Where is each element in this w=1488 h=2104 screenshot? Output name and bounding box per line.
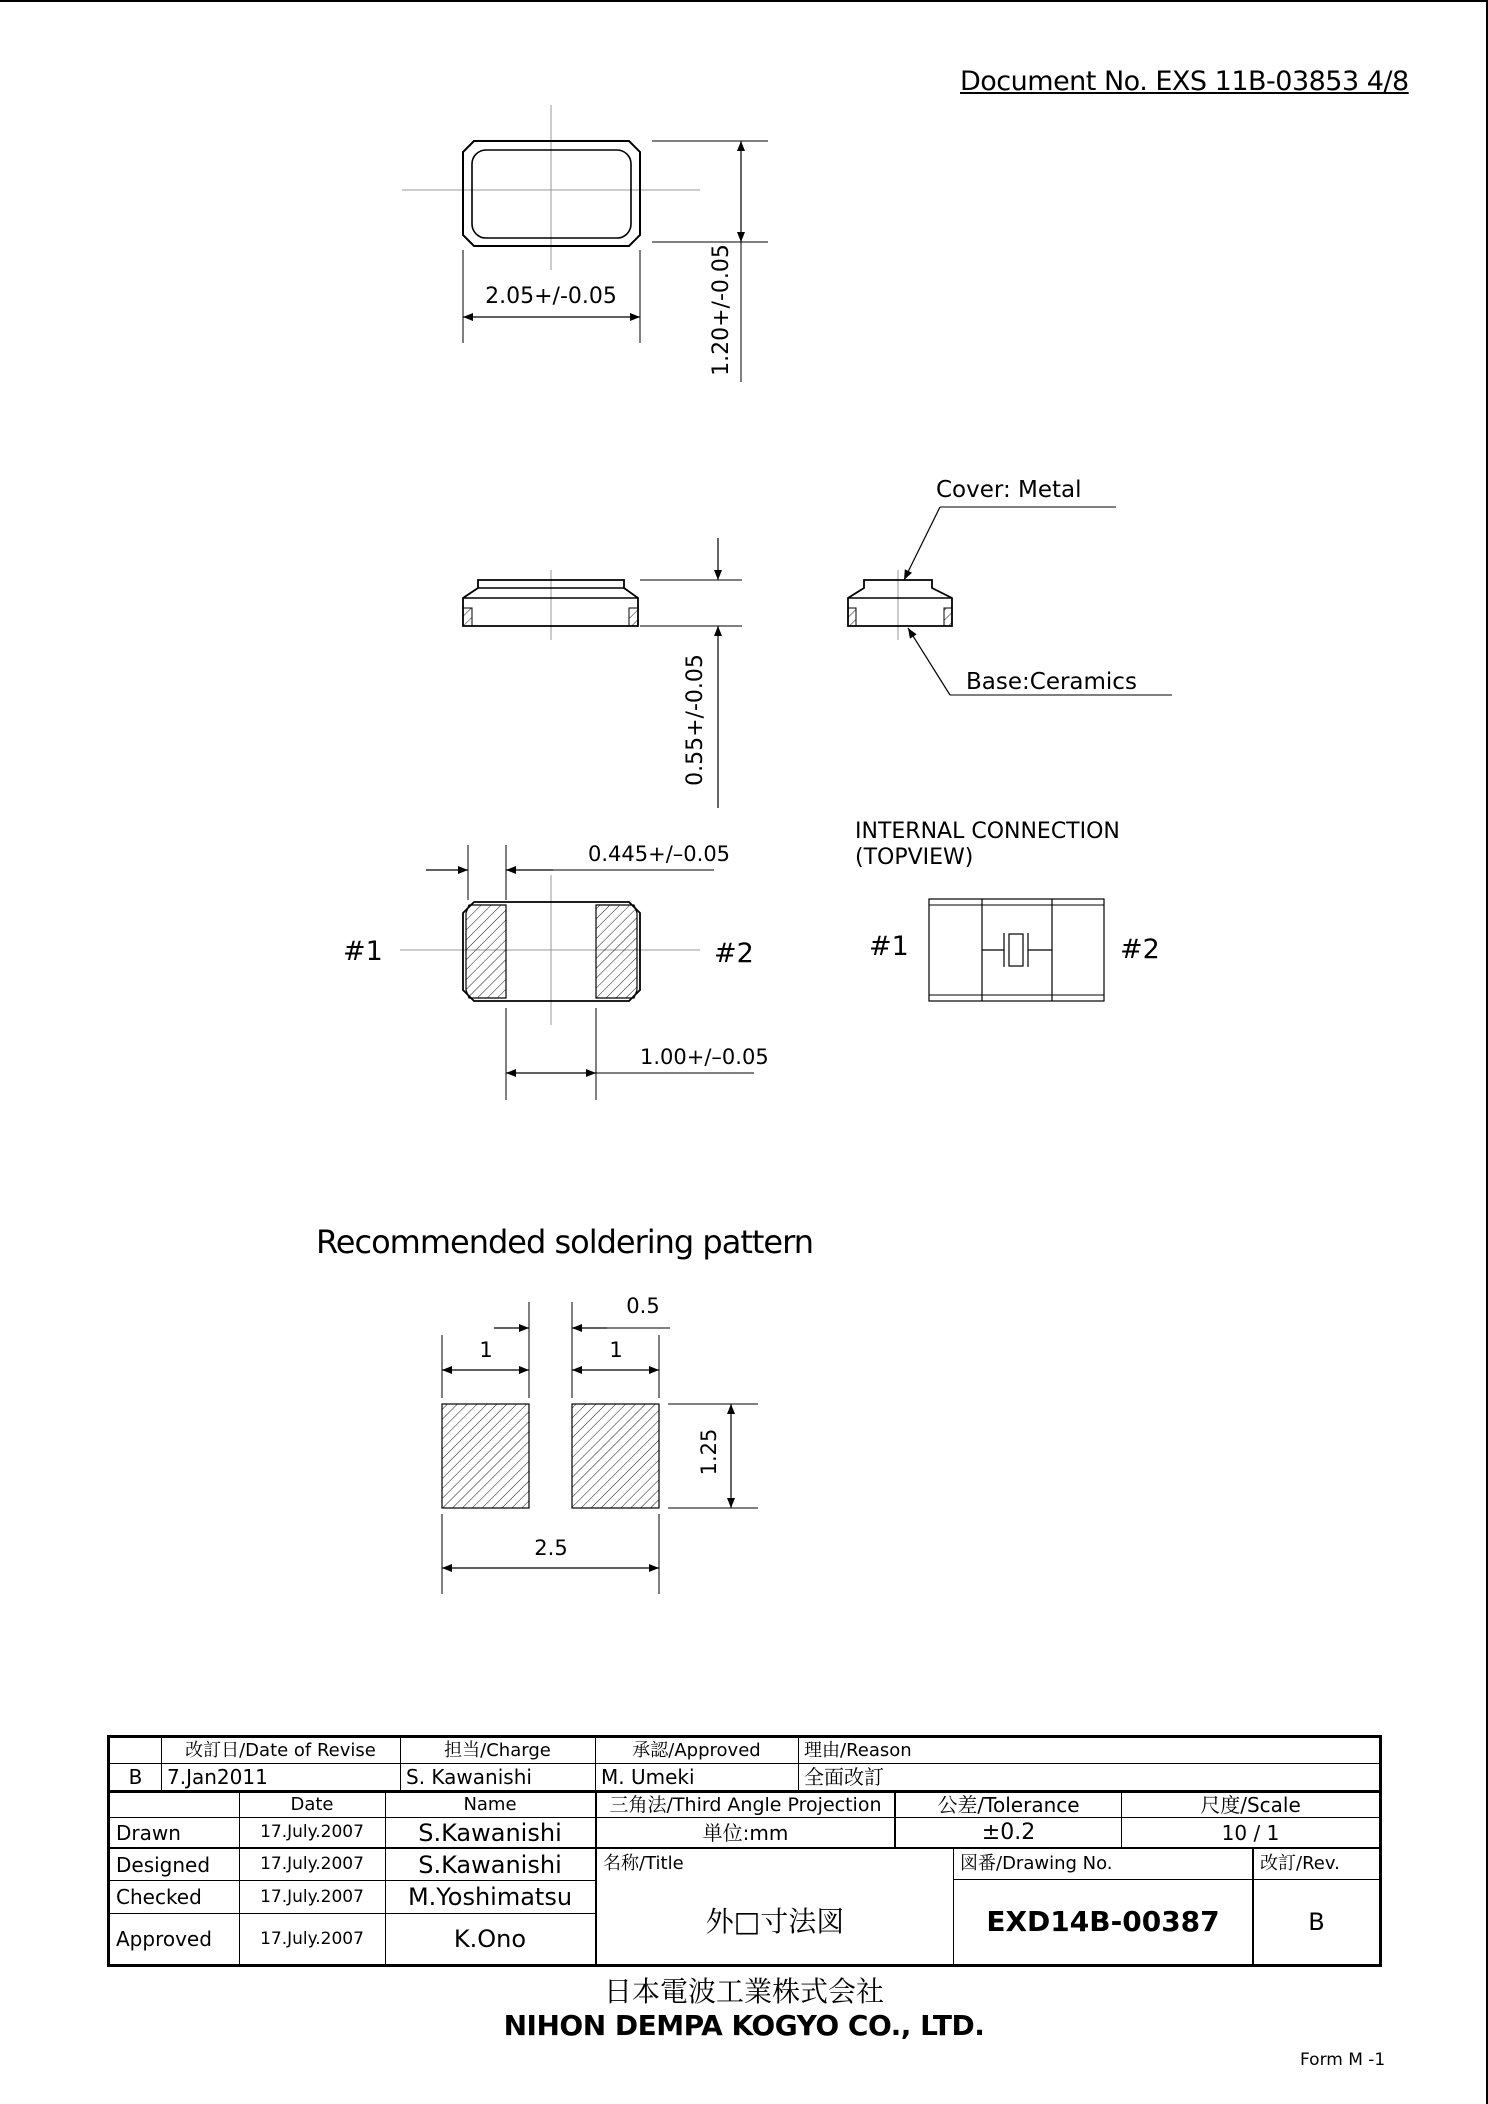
- pin1-label: #1: [343, 936, 383, 967]
- title-header: 名称/Title: [603, 1853, 684, 1874]
- form-number: Form M -1: [1300, 2050, 1386, 2070]
- soldering-gap-label: 0.5: [626, 1294, 660, 1318]
- designed-name: S.Kawanishi: [418, 1850, 562, 1879]
- pin2-label: #2: [714, 938, 754, 969]
- document-number: Document No. EXS 11B-03853 4/8: [960, 66, 1409, 97]
- date-header: Date: [290, 1794, 334, 1815]
- designed-date: 17.July.2007: [260, 1854, 364, 1874]
- reason-header: 理由/Reason: [804, 1739, 912, 1761]
- internal-pin2-label: #2: [1120, 934, 1160, 965]
- company-name-jp: 日本電波工業株式会社: [603, 1975, 884, 2008]
- internal-pin1-label: #1: [869, 931, 909, 962]
- internal-connection-title: INTERNAL CONNECTION: [855, 819, 1120, 844]
- checked-date: 17.July.2007: [260, 1886, 364, 1907]
- projection-label: 三角法/Third Angle Projection: [609, 1793, 882, 1816]
- tolerance-value: ±0.2: [981, 1819, 1036, 1845]
- drawing-no-header: 図番/Drawing No.: [960, 1853, 1113, 1874]
- pad-gap-label: 1.00+/–0.05: [640, 1045, 769, 1069]
- revision-letter: B: [128, 1765, 143, 1789]
- drawing-number: EXD14B-00387: [986, 1905, 1220, 1938]
- internal-connection-symbol: [929, 899, 1104, 1001]
- name-header: Name: [463, 1794, 517, 1815]
- base-label: Base:Ceramics: [966, 669, 1137, 695]
- pad-width-label: 0.445+/–0.05: [588, 842, 731, 866]
- soldering-pad-right-label: 1: [609, 1338, 623, 1362]
- rev-value: B: [1308, 1908, 1325, 1936]
- drawn-name: S.Kawanishi: [418, 1818, 562, 1847]
- dim-height-label: 0.55+/-0.05: [683, 654, 708, 786]
- drawn-date: 17.July.2007: [260, 1822, 364, 1842]
- tolerance-header: 公差/Tolerance: [937, 1793, 1080, 1817]
- drawn-role: Drawn: [116, 1820, 181, 1845]
- soldering-height-label: 1.25: [697, 1428, 721, 1476]
- checked-name: M.Yoshimatsu: [407, 1883, 573, 1911]
- soldering-total-width-label: 2.5: [534, 1536, 568, 1560]
- unit-value: 単位:mm: [702, 1820, 789, 1845]
- drawing-title: 外□寸法図: [705, 1904, 845, 1938]
- approved-role: Approved: [116, 1927, 212, 1951]
- revision-charge: S. Kawanishi: [406, 1765, 532, 1789]
- approved-header: 承認/Approved: [632, 1739, 761, 1761]
- title-block: [107, 1735, 1382, 1967]
- scale-value: 10 / 1: [1221, 1820, 1280, 1845]
- dim-width-label: 2.05+/-0.05: [485, 284, 617, 309]
- rev-header-title-block: 改訂/Rev.: [1260, 1853, 1340, 1874]
- end-view: [848, 507, 1172, 695]
- internal-connection-subtitle: (TOPVIEW): [855, 845, 974, 870]
- designed-role: Designed: [116, 1852, 211, 1877]
- rev-header: [110, 1738, 161, 1763]
- soldering-title: Recommended soldering pattern: [316, 1223, 813, 1261]
- revision-approved: M. Umeki: [601, 1765, 695, 1789]
- revision-date: 7.Jan2011: [167, 1765, 268, 1789]
- company-name-en: NIHON DEMPA KOGYO CO., LTD.: [503, 2009, 985, 2042]
- scale-header: 尺度/Scale: [1200, 1793, 1301, 1817]
- dim-length-label: 1.20+/-0.05: [709, 244, 734, 376]
- revision-reason: 全面改訂: [804, 1765, 884, 1789]
- approved-name: K.Ono: [453, 1925, 527, 1953]
- approved-date: 17.July.2007: [260, 1928, 364, 1949]
- cover-label: Cover: Metal: [936, 477, 1082, 503]
- charge-header: 担当/Charge: [444, 1739, 551, 1761]
- revise-date-header: 改訂日/Date of Revise: [185, 1739, 376, 1761]
- checked-role: Checked: [116, 1885, 202, 1909]
- soldering-pad-left-label: 1: [479, 1338, 493, 1362]
